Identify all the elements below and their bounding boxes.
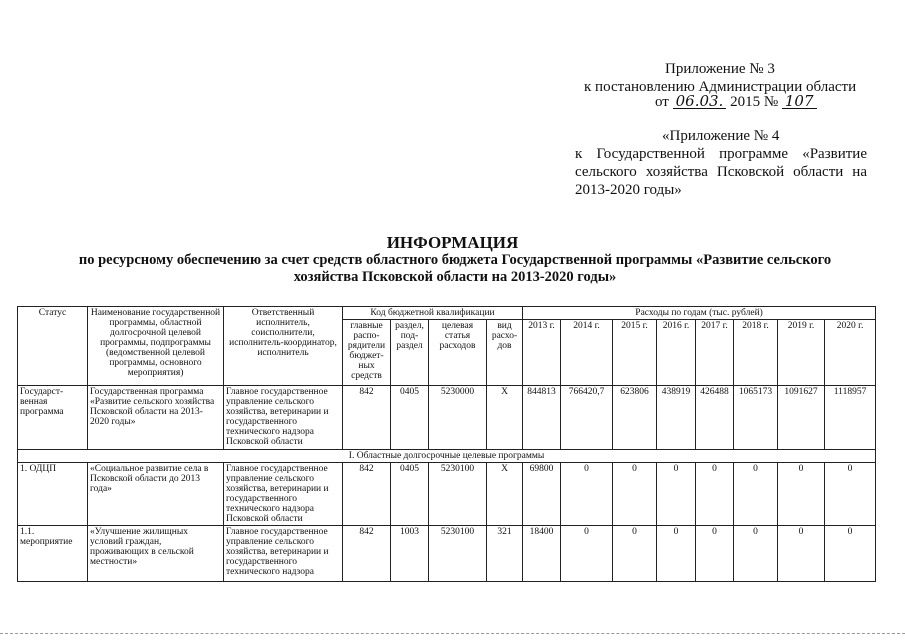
header-year: 2015 г.: [613, 320, 657, 386]
header-expenses-group: Расходы по годам (тыс. рублей): [523, 307, 876, 320]
cell-value: 0: [734, 526, 778, 582]
cell-value: 0: [696, 463, 734, 526]
header-responsible: Ответственный исполнитель, соисполнители, исполнитель-координатор, исполнитель: [224, 307, 343, 386]
table-row: [18, 463, 876, 526]
scan-edge-line: [0, 633, 905, 635]
appendix4-line1: «Приложение № 4: [662, 128, 780, 144]
cell-value: 0: [734, 463, 778, 526]
cell-value: 1091627: [778, 386, 825, 450]
cell-value: 623806: [613, 386, 657, 450]
cell-razdel: 1003: [391, 526, 429, 582]
table-header-row-1: [18, 307, 876, 320]
cell-value: 0: [561, 463, 613, 526]
cell-value: 1118957: [825, 386, 876, 450]
cell-value: 0: [778, 526, 825, 582]
cell-status: Государст-венная программа: [18, 386, 88, 450]
header-year: 2016 г.: [657, 320, 696, 386]
table-row: [18, 386, 876, 450]
header-year: 2017 г.: [696, 320, 734, 386]
appendix3-line3: [655, 93, 817, 111]
cell-vr: X: [487, 463, 523, 526]
cell-csr: 5230100: [429, 463, 487, 526]
header-year: 2018 г.: [734, 320, 778, 386]
header-year: 2013 г.: [523, 320, 561, 386]
cell-value: 0: [696, 526, 734, 582]
appendix3-block: [665, 60, 775, 78]
cell-value: 0: [657, 526, 696, 582]
cell-value: 426488: [696, 386, 734, 450]
appendix3-year: 2015 №: [730, 94, 779, 110]
cell-value: 0: [778, 463, 825, 526]
section-row: [18, 450, 876, 463]
cell-vr: X: [487, 386, 523, 450]
appendix3-from: от: [655, 94, 669, 110]
cell-responsible: Главное государственное управление сельского хозяйства, ветеринарии и государственного технического надзора Псковской области: [224, 386, 343, 450]
cell-value: 0: [613, 463, 657, 526]
cell-value: 1065173: [734, 386, 778, 450]
cell-responsible: Главное государственное управление сельского хозяйства, ветеринарии и государственного технического надзора Псковской области: [224, 463, 343, 526]
header-year: 2019 г.: [778, 320, 825, 386]
cell-status: 1.1. мероприятие: [18, 526, 88, 582]
header-name: Наименование государственной программы, областной долгосрочной целевой программы, подпрограммы (ведомственной целевой программы, основного мероприятия): [88, 307, 224, 386]
cell-status: 1. ОДЦП: [18, 463, 88, 526]
cell-value: 844813: [523, 386, 561, 450]
resource-table: [17, 306, 876, 582]
cell-value: 0: [657, 463, 696, 526]
cell-value: 0: [561, 526, 613, 582]
cell-value: 0: [613, 526, 657, 582]
header-code-group: Код бюджетной квалификации: [343, 307, 523, 320]
section-title: I. Областные долгосрочные целевые программы: [18, 450, 876, 463]
cell-responsible: Главное государственное управление сельского хозяйства, ветеринарии и государственного технического надзора: [224, 526, 343, 582]
document-title: ИНФОРМАЦИЯ: [386, 233, 519, 252]
cell-value: 438919: [657, 386, 696, 450]
cell-name: «Социальное развитие села в Псковской области до 2013 года»: [88, 463, 224, 526]
appendix4-body: к Государственной программе «Развитие сельского хозяйства Псковской области на 2013-2020 годы»: [575, 146, 867, 198]
appendix4-line1-block: [662, 127, 779, 145]
cell-vr: 321: [487, 526, 523, 582]
cell-value: 18400: [523, 526, 561, 582]
header-grbs: главные распо-рядители бюджет-ных средств: [343, 320, 391, 386]
header-status: Статус: [18, 307, 88, 386]
header-year: 2020 г.: [825, 320, 876, 386]
header-csr: целевая статья расходов: [429, 320, 487, 386]
handwritten-number: 107: [782, 94, 817, 109]
cell-name: «Улучшение жилищных условий граждан, проживающих в сельской местности»: [88, 526, 224, 582]
header-year: 2014 г.: [561, 320, 613, 386]
cell-value: 0: [825, 526, 876, 582]
cell-csr: 5230000: [429, 386, 487, 450]
cell-grbs: 842: [343, 386, 391, 450]
cell-value: 766420,7: [561, 386, 613, 450]
handwritten-date: 06.03.: [673, 94, 727, 109]
cell-grbs: 842: [343, 526, 391, 582]
appendix3-line2: к постановлению Администрации области: [584, 79, 857, 95]
cell-razdel: 0405: [391, 463, 429, 526]
cell-csr: 5230100: [429, 526, 487, 582]
appendix3-line1: Приложение № 3: [665, 61, 775, 77]
header-vr: вид расхо-дов: [487, 320, 523, 386]
cell-grbs: 842: [343, 463, 391, 526]
header-razdel: раздел, под-раздел: [391, 320, 429, 386]
cell-value: 0: [825, 463, 876, 526]
document-subtitle: по ресурсному обеспечению за счет средств областного бюджета Государственной программы «Развитие сельского хозяйства Псковской области на 2013-2020 годы»: [78, 252, 832, 285]
cell-name: Государственная программа «Развитие сельского хозяйства Псковской области на 2013-2020 годы»: [88, 386, 224, 450]
cell-razdel: 0405: [391, 386, 429, 450]
table-row: [18, 526, 876, 582]
cell-value: 69800: [523, 463, 561, 526]
